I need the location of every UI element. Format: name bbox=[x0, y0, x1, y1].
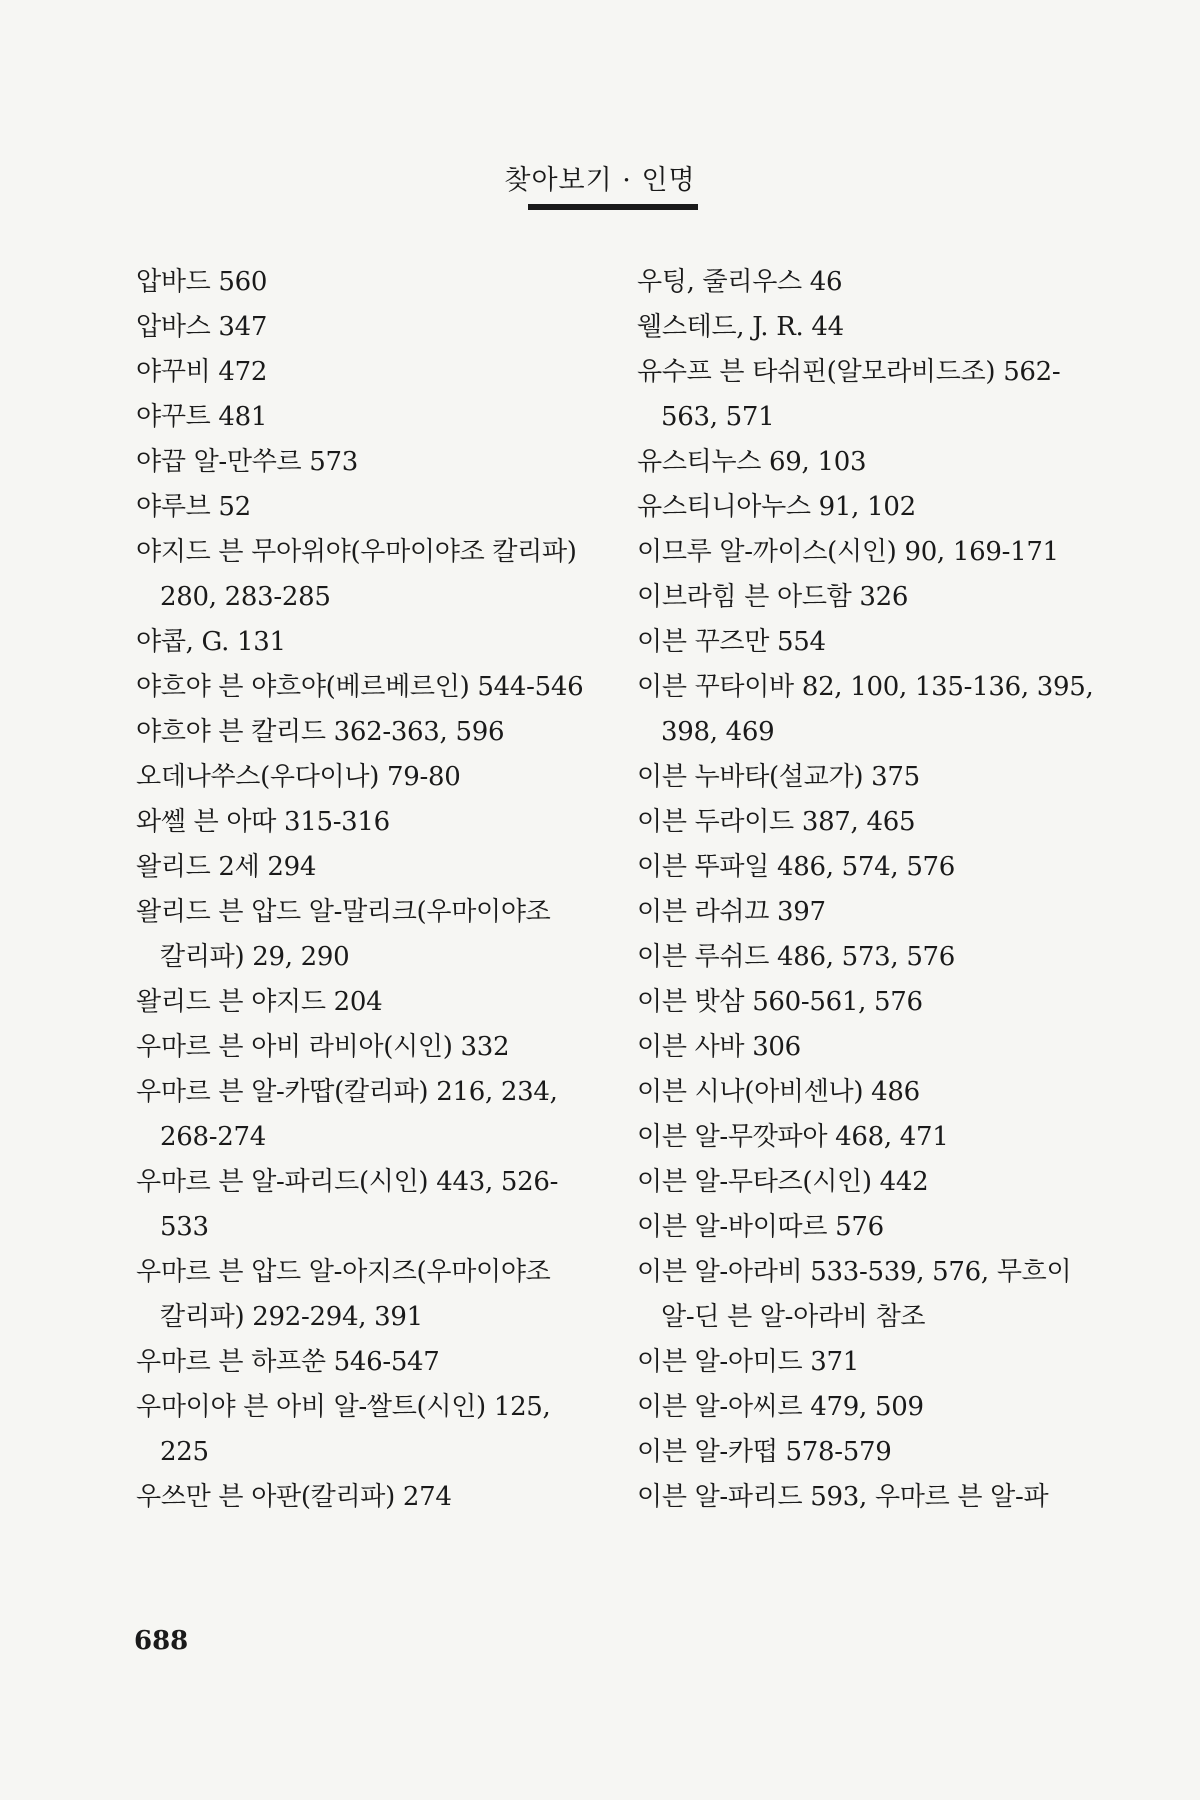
index-entry: 이븐 알-아미드 371 bbox=[637, 1347, 860, 1377]
index-entry-continuation: 563, 571 bbox=[661, 402, 775, 432]
index-entry: 이븐 알-파리드 593, 우마르 븐 알-파 bbox=[637, 1482, 1049, 1512]
index-entry: 이븐 루쉬드 486, 573, 576 bbox=[637, 942, 956, 972]
index-entry: 야꾸트 481 bbox=[136, 402, 268, 432]
index-entry: 오데나쑤스(우다이나) 79-80 bbox=[136, 762, 461, 792]
index-entry: 이븐 알-무깟파아 468, 471 bbox=[637, 1122, 949, 1152]
index-entry: 이븐 뚜파일 486, 574, 576 bbox=[637, 852, 956, 882]
index-entry: 이븐 알-무타즈(시인) 442 bbox=[637, 1167, 929, 1197]
index-entry: 이븐 꾸타이바 82, 100, 135-136, 395, bbox=[637, 672, 1094, 702]
index-column-left bbox=[136, 260, 606, 1520]
index-entry: 압바드 560 bbox=[136, 267, 268, 297]
index-entry: 유수프 븐 타쉬핀(알모라비드조) 562- bbox=[637, 357, 1061, 387]
index-entry: 야흐야 븐 칼리드 362-363, 596 bbox=[136, 717, 505, 747]
index-entry: 왈리드 븐 야지드 204 bbox=[136, 987, 383, 1017]
index-entry: 우마르 븐 알-파리드(시인) 443, 526- bbox=[136, 1167, 559, 1197]
index-entry: 우마르 븐 압드 알-아지즈(우마이야조 bbox=[136, 1257, 551, 1287]
index-entry: 야흐야 븐 야흐야(베르베르인) 544-546 bbox=[136, 672, 584, 702]
index-entry-continuation: 225 bbox=[160, 1437, 209, 1467]
index-entry: 이븐 알-아라비 533-539, 576, 무흐이 bbox=[637, 1257, 1072, 1287]
index-entry: 이브라힘 븐 아드함 326 bbox=[637, 582, 909, 612]
index-entry: 이븐 라쉬끄 397 bbox=[637, 897, 826, 927]
index-entry: 압바스 347 bbox=[136, 312, 268, 342]
index-entry-continuation: 280, 283-285 bbox=[160, 582, 331, 612]
index-entry: 야지드 븐 무아위야(우마이야조 칼리파) bbox=[136, 537, 577, 567]
index-entry: 웰스테드, J. R. 44 bbox=[637, 312, 844, 342]
index-entry: 유스티누스 69, 103 bbox=[637, 447, 867, 477]
index-entry: 왈리드 븐 압드 알-말리크(우마이야조 bbox=[136, 897, 551, 927]
index-entry: 이븐 알-아씨르 479, 509 bbox=[637, 1392, 924, 1422]
index-entry-continuation: 알-딘 븐 알-아라비 참조 bbox=[661, 1302, 926, 1332]
index-entry: 이븐 누바타(설교가) 375 bbox=[637, 762, 920, 792]
index-entry: 우마르 븐 하프쑨 546-547 bbox=[136, 1347, 440, 1377]
index-entry: 이븐 두라이드 387, 465 bbox=[637, 807, 916, 837]
page-title: 찾아보기 · 인명 bbox=[504, 165, 696, 196]
index-entry: 와쎌 븐 아따 315-316 bbox=[136, 807, 390, 837]
index-entry: 이븐 꾸즈만 554 bbox=[637, 627, 826, 657]
index-entry: 왈리드 2세 294 bbox=[136, 852, 317, 882]
index-entry: 이븐 알-카떱 578-579 bbox=[637, 1437, 892, 1467]
index-entry: 우팅, 줄리우스 46 bbox=[637, 267, 843, 297]
page-number: 688 bbox=[134, 1626, 189, 1656]
index-entry: 우마이야 븐 아비 알-쌀트(시인) 125, bbox=[136, 1392, 551, 1422]
index-entry: 이븐 알-바이따르 576 bbox=[637, 1212, 884, 1242]
index-entry: 야루브 52 bbox=[136, 492, 251, 522]
index-entry: 우쓰만 븐 아판(칼리파) 274 bbox=[136, 1482, 452, 1512]
index-entry: 이므루 알-까이스(시인) 90, 169-171 bbox=[637, 537, 1059, 567]
index-entry: 유스티니아누스 91, 102 bbox=[637, 492, 916, 522]
index-column-right bbox=[637, 260, 1107, 1520]
index-entry-continuation: 칼리파) 292-294, 391 bbox=[160, 1302, 423, 1332]
index-entry: 야꾸비 472 bbox=[136, 357, 268, 387]
index-entry: 야콥, G. 131 bbox=[136, 627, 286, 657]
index-entry: 이븐 시나(아비센나) 486 bbox=[637, 1077, 920, 1107]
index-entry-continuation: 398, 469 bbox=[661, 717, 775, 747]
title-underline bbox=[528, 204, 698, 210]
index-entry: 우마르 븐 아비 라비아(시인) 332 bbox=[136, 1032, 510, 1062]
index-entry-continuation: 533 bbox=[160, 1212, 209, 1242]
index-entry: 이븐 사바 306 bbox=[637, 1032, 801, 1062]
index-entry: 야끕 알-만쑤르 573 bbox=[136, 447, 359, 477]
index-entry: 우마르 븐 알-카땁(칼리파) 216, 234, bbox=[136, 1077, 558, 1107]
index-entry-continuation: 268-274 bbox=[160, 1122, 266, 1152]
index-entry-continuation: 칼리파) 29, 290 bbox=[160, 942, 350, 972]
index-entry: 이븐 밧삼 560-561, 576 bbox=[637, 987, 923, 1017]
